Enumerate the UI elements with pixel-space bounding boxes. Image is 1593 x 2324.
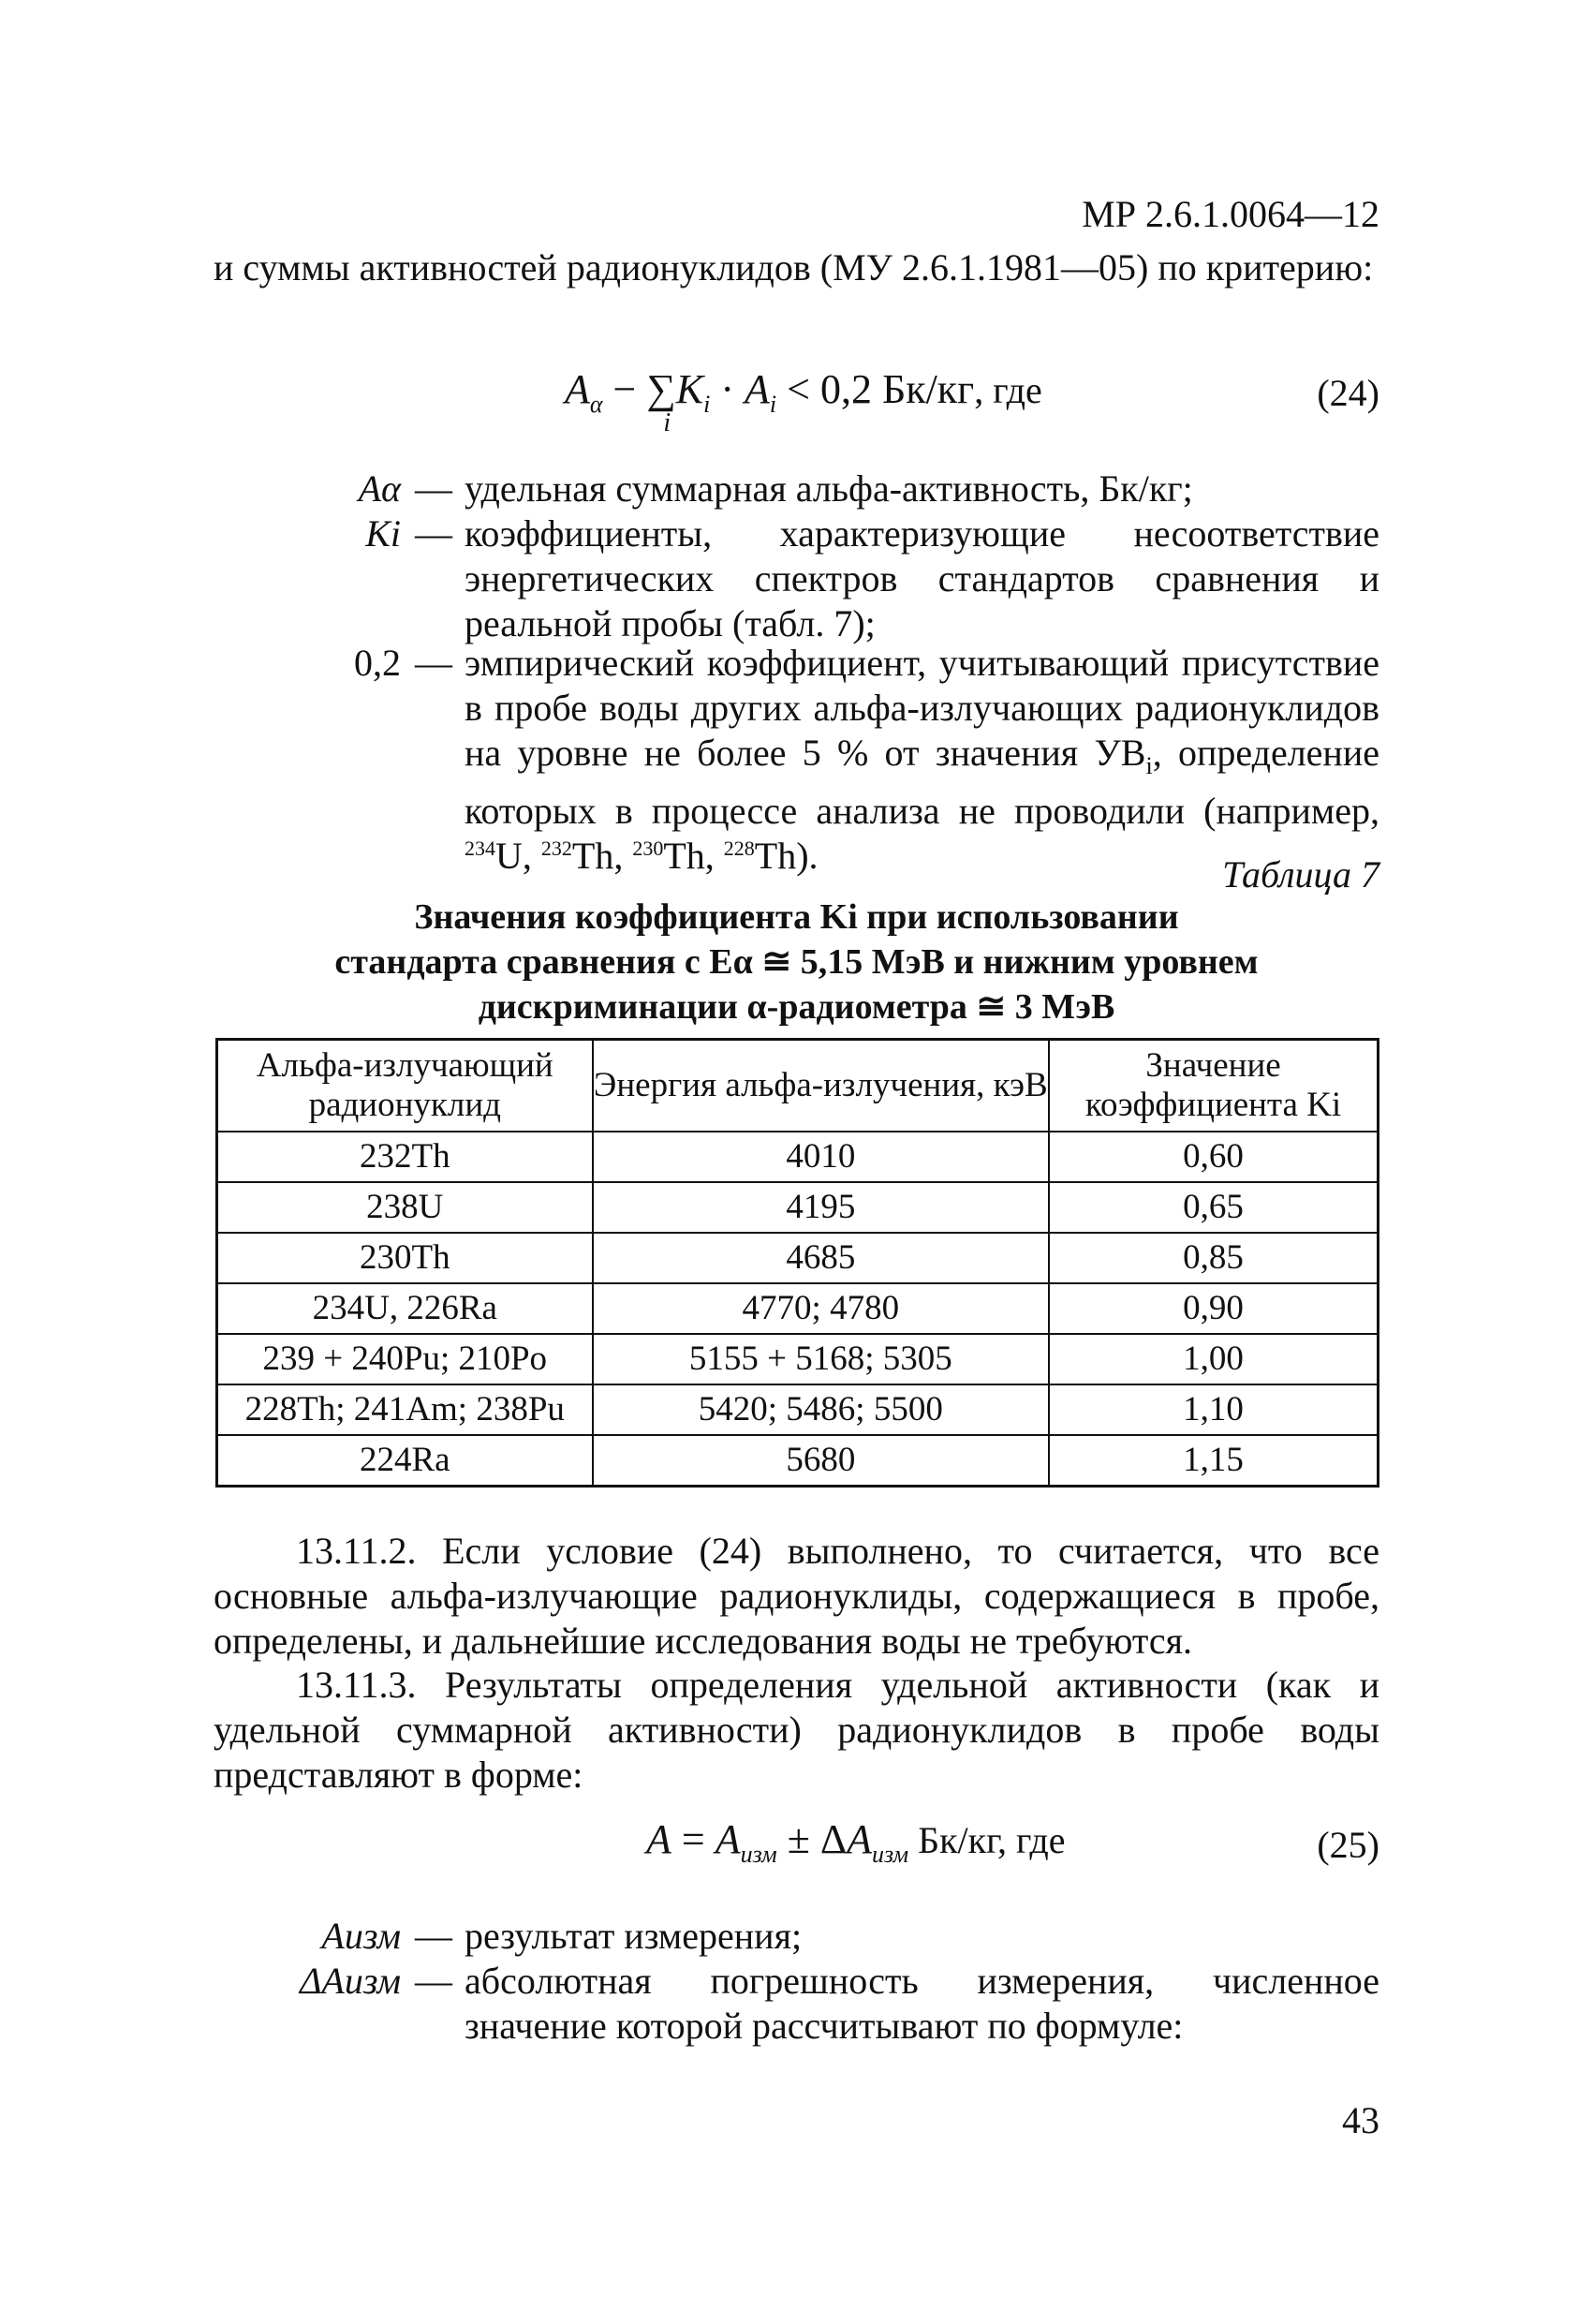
coefficient-cell: 1,10 [1049,1384,1378,1435]
definition-dash: — [415,642,452,684]
formula-25-plus-minus: ± Δ [776,1816,848,1862]
definition-text [465,641,1379,879]
definition-symbol: Aα [358,467,401,510]
nuclide-cell: 238U [217,1182,593,1233]
table-title-line: дискриминации α-радиометра ≅ 3 МэВ [478,987,1115,1027]
formula-25-a: A [646,1816,671,1862]
equation-number-25: (25) [1317,1824,1379,1866]
table-row [217,1435,1379,1487]
definition-symbol: ΔAизм [299,1960,401,2002]
definition-text-part: , определение которых в процессе анализа не проводили (например, [465,732,1380,832]
formula-25 [646,1815,1066,1869]
table-row [217,1384,1379,1435]
table-label: Таблица 7 [1222,853,1379,896]
intro-paragraph: и суммы активностей радионуклидов (МУ 2.6.1.1981—05) по критерию: [214,246,1374,289]
definition-text: коэффициенты, характеризующие несоответствие энергетических спектров стандартов сравнения и реальной пробы (табл. 7); [465,512,1379,644]
formula-24 [565,365,1042,437]
definition-symbol: Ki [365,512,401,555]
isotope-element: Th [663,835,705,877]
coefficient-table [215,1038,1379,1488]
formula-24-k-index: i [703,391,711,418]
isotope-element: Th [571,835,614,877]
definition-text: абсолютная погрешность измерения, численное значение которой рассчитывают по формуле: [465,1960,1379,2047]
table-title-line: Значения коэффициента Ki при использовании [414,897,1179,937]
formula-25-sub: изм [740,1841,777,1868]
definition-delta-a-meas [214,1959,1379,2049]
separator: , [613,835,633,877]
formula-24-a: A [565,366,590,412]
coefficient-cell: 0,60 [1049,1132,1378,1182]
paragraph-13-11-3: 13.11.3. Результаты определения удельной активности (как и удельной суммарной активности) радионуклидов в пробе воды представляют в форме: [214,1664,1379,1796]
energy-cell: 5680 [593,1435,1050,1487]
definition-dash: — [415,1960,452,2002]
table-title [214,895,1379,1029]
formula-24-sum-symbol: ∑ [646,366,676,412]
energy-cell: 5155 + 5168; 5305 [593,1334,1050,1384]
definition-dash: — [415,512,452,555]
isotope-element: Th [754,835,797,877]
formula-24-alpha: α [589,391,603,418]
isotope-mass: 232 [540,836,572,860]
definition-symbol: Aизм [321,1915,401,1957]
nuclide-cell: 224Ra [217,1435,593,1487]
energy-cell: 4195 [593,1182,1050,1233]
separator: , [522,835,541,877]
page-number: 43 [1342,2099,1379,2141]
definition-symbol: 0,2 [354,642,401,684]
formula-25-rest: Бк/кг, где [908,1819,1066,1861]
definition-text: результат измерения; [465,1915,803,1957]
formula-24-ai: A [745,366,770,412]
separator: , [704,835,724,877]
table-title-line: стандарта сравнения с Eα ≅ 5,15 МэВ и нижним уровнем [334,942,1259,982]
isotope-element: U [495,835,523,877]
paragraph-13-11-2: 13.11.2. Если условие (24) выполнено, то считается, что все основные альфа-излучающие радионуклиды, содержащиеся в пробе, определены, и дальнейшие исследования воды не требуются. [214,1530,1379,1662]
formula-25-a-meas: A [715,1816,741,1862]
isotope-mass: 228 [723,836,755,860]
formula-24-rest: < 0,2 Бк/кг [776,366,975,412]
formula-24-minus: − [602,366,647,412]
energy-cell: 4685 [593,1233,1050,1283]
energy-cell: 4010 [593,1132,1050,1182]
nuclide-cell: 230Th [217,1233,593,1283]
isotope-mass: 234 [465,836,495,860]
definition-a-alpha [214,466,1379,511]
formula-25-delta-a: A [847,1816,873,1862]
definition-ki [214,511,1379,646]
column-header-coefficient: Значение коэффициента Ki [1049,1040,1378,1132]
definition-text: удельная суммарная альфа-активность, Бк/кг; [465,467,1193,510]
energy-cell: 4770; 4780 [593,1283,1050,1334]
coefficient-cell: 0,85 [1049,1233,1378,1283]
table-row [217,1233,1379,1283]
table-header-row [217,1040,1379,1132]
equation-number-24: (24) [1317,372,1379,414]
coefficient-cell: 1,15 [1049,1435,1378,1487]
coefficient-cell: 0,65 [1049,1182,1378,1233]
table-row [217,1132,1379,1182]
nuclide-cell: 228Th; 241Am; 238Pu [217,1384,593,1435]
table-row [217,1334,1379,1384]
formula-25-equals: = [671,1816,715,1862]
document-code-header: МР 2.6.1.0064—12 [1082,193,1379,235]
isotope-mass: 230 [632,836,664,860]
formula-24-a-index: i [769,391,777,418]
formula-25-sub: изм [872,1841,909,1868]
definition-dash: — [415,1915,452,1957]
coefficient-cell: 1,00 [1049,1334,1378,1384]
definition-a-meas [214,1914,1379,1959]
nuclide-cell: 234U, 226Ra [217,1283,593,1334]
coefficient-cell: 0,90 [1049,1283,1378,1334]
table-row [217,1283,1379,1334]
formula-24-sum-index: i [663,408,671,437]
definition-text-part: ). [796,835,819,877]
energy-cell: 5420; 5486; 5500 [593,1384,1050,1435]
definition-text-part: эмпирический коэффициент, учитывающий присутствие в пробе воды других альфа-излучающих радионуклидов на уровне не более 5 % от значения УВ [465,642,1379,774]
table-row [217,1182,1379,1233]
uv-subscript: i [1145,752,1153,779]
column-header-nuclide: Альфа-излучающий радионуклид [217,1040,593,1132]
formula-24-where: , где [974,369,1042,411]
nuclide-cell: 239 + 240Pu; 210Po [217,1334,593,1384]
formula-24-dot: · [710,366,745,412]
definition-dash: — [415,467,452,510]
column-header-energy: Энергия альфа-излучения, кэВ [593,1040,1050,1132]
nuclide-cell: 232Th [217,1132,593,1182]
formula-24-k: K [675,366,704,412]
